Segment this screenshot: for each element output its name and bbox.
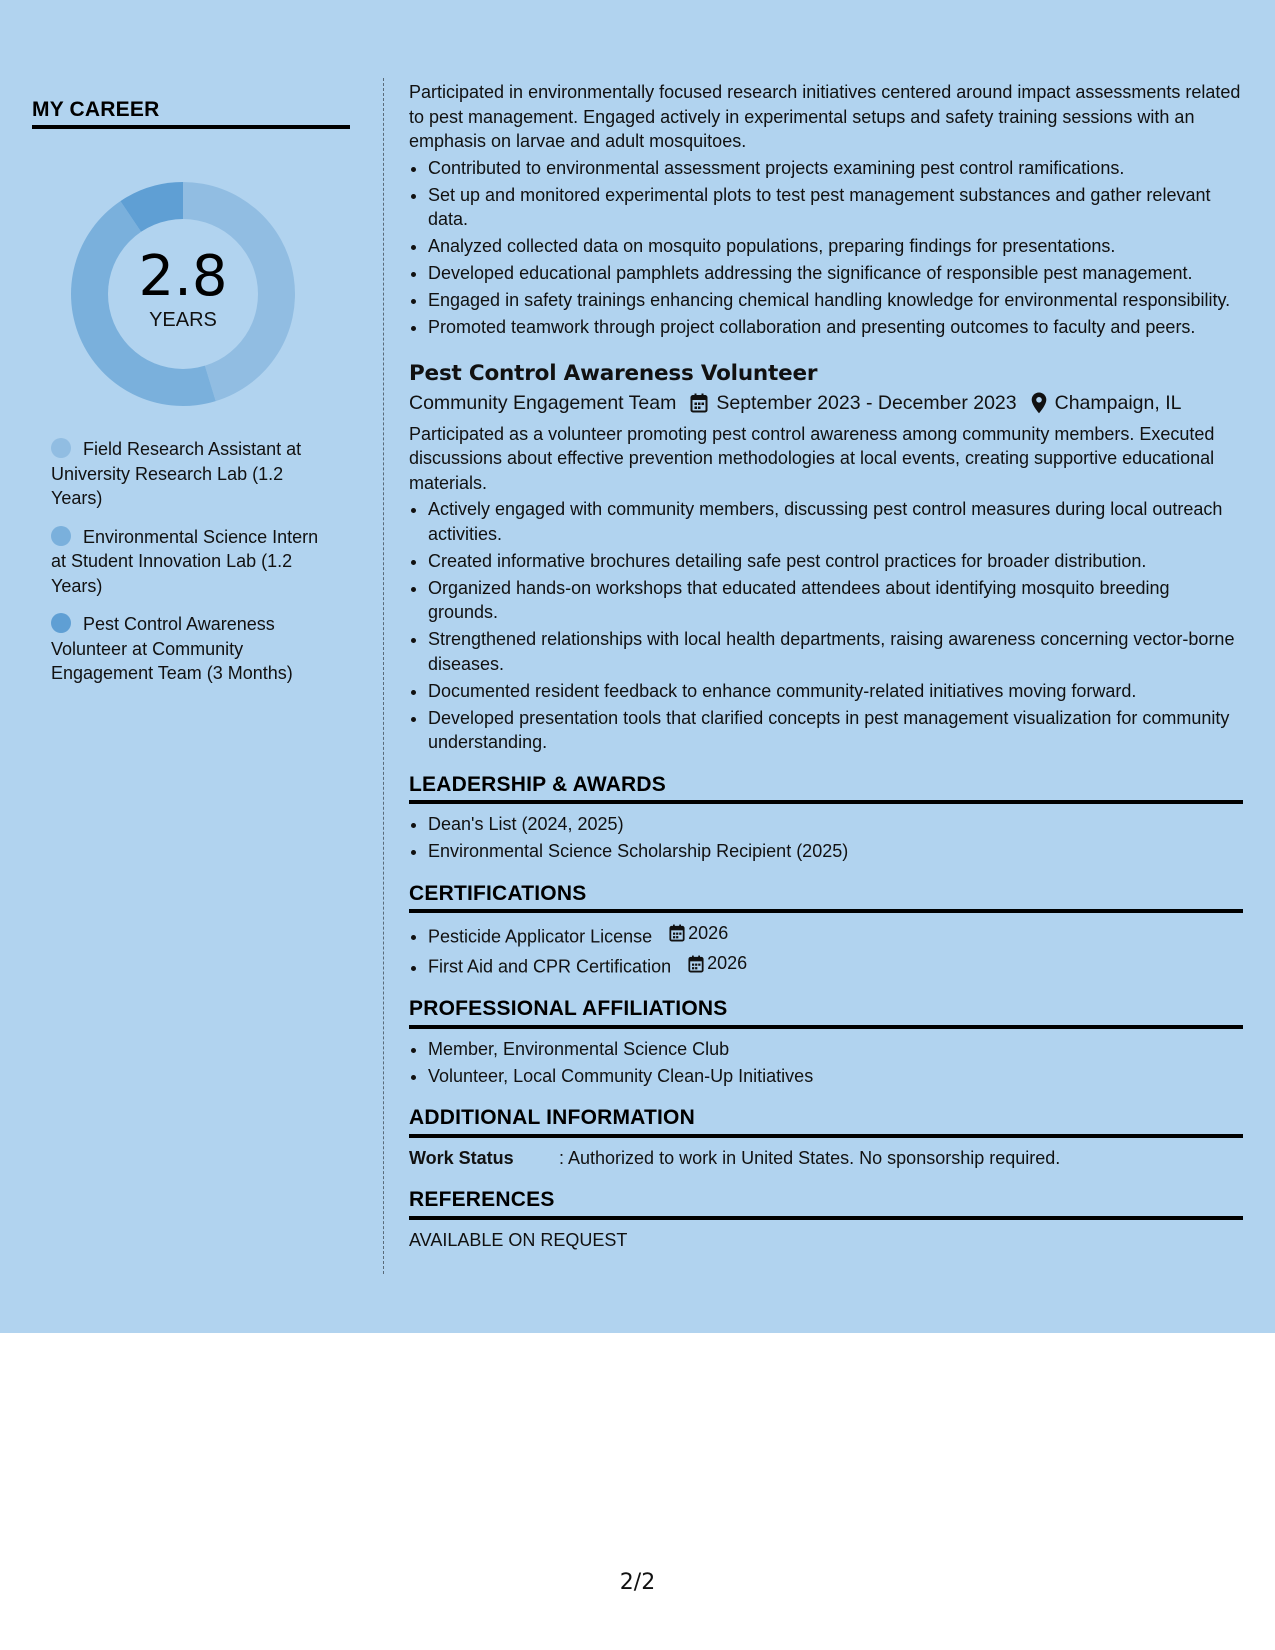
career-donut-chart xyxy=(63,174,303,414)
legend-dot xyxy=(51,613,71,633)
role-meta xyxy=(409,388,1243,418)
list-item: • Promoted teamwork through project collaboration and presenting outcomes to faculty and peers. xyxy=(428,315,1243,340)
affiliations-list xyxy=(409,1037,1243,1089)
calendar-icon xyxy=(688,955,704,973)
certification-year: 2026 xyxy=(707,953,748,974)
legend-label: Pest Control Awareness Volunteer at Community Engagement Team (3 Months) xyxy=(51,614,293,683)
legend-dot xyxy=(51,438,71,458)
calendar-icon xyxy=(690,393,708,413)
calendar-icon xyxy=(669,924,685,942)
list-item: • Analyzed collected data on mosquito populations, preparing findings for presentations. xyxy=(428,234,1243,259)
experience-bullets xyxy=(409,156,1243,340)
role-location: Champaign, IL xyxy=(1054,391,1182,414)
list-item: • Engaged in safety trainings enhancing chemical handling knowledge for environmental responsibility. xyxy=(428,288,1243,313)
career-sidebar xyxy=(32,98,352,683)
list-item xyxy=(428,921,1243,949)
certification-date xyxy=(688,951,747,976)
work-status-label: Work Status xyxy=(409,1147,514,1168)
legend-label: Environmental Science Intern at Student Innovation Lab (1.2 Years) xyxy=(51,526,319,596)
references-heading: REFERENCES xyxy=(409,1188,1243,1220)
work-status-value: : Authorized to work in United States. No sponsorship required. xyxy=(559,1147,1061,1168)
list-item: • Documented resident feedback to enhance community-related initiatives moving forward. xyxy=(428,679,1243,704)
leadership-heading: LEADERSHIP & AWARDS xyxy=(409,773,1243,805)
list-item: • Developed presentation tools that clarified concepts in pest management visualization for community understanding. xyxy=(428,706,1243,755)
list-item: • Contributed to environmental assessment projects examining pest control ramifications. xyxy=(428,156,1243,181)
role-dates: September 2023 - December 2023 xyxy=(716,391,1017,414)
legend-item xyxy=(51,612,331,686)
certifications-heading: CERTIFICATIONS xyxy=(409,882,1243,914)
list-item: • Member, Environmental Science Club xyxy=(428,1037,1243,1062)
legend-label: Field Research Assistant at University Research Lab (1.2 Years) xyxy=(51,439,302,508)
list-item: • Strengthened relationships with local health departments, raising awareness concerning vector-borne diseases. xyxy=(428,627,1243,676)
additional-info-heading: ADDITIONAL INFORMATION xyxy=(409,1106,1243,1138)
career-total-unit: YEARS xyxy=(149,309,217,331)
list-item: • Actively engaged with community members, discussing pest control measures during local outreach activities. xyxy=(428,497,1243,546)
page-number: 2/2 xyxy=(619,1570,656,1595)
column-divider xyxy=(383,78,384,1274)
legend-item xyxy=(51,525,331,599)
list-item: • Environmental Science Scholarship Recipient (2025) xyxy=(428,839,1243,864)
certification-name: Pesticide Applicator License xyxy=(428,926,653,947)
main-column xyxy=(409,80,1243,1252)
list-item: • Created informative brochures detailing safe pest control practices for broader distribution. xyxy=(428,549,1243,574)
certification-name: First Aid and CPR Certification xyxy=(428,956,672,977)
certification-date xyxy=(669,921,728,946)
list-item: • Organized hands-on workshops that educated attendees about identifying mosquito breeding grounds. xyxy=(428,576,1243,625)
leadership-list xyxy=(409,812,1243,864)
affiliations-heading: PROFESSIONAL AFFILIATIONS xyxy=(409,997,1243,1029)
list-item: • Developed educational pamphlets addressing the significance of responsible pest management. xyxy=(428,261,1243,286)
list-item xyxy=(428,951,1243,979)
location-pin-icon xyxy=(1031,392,1047,414)
role-bullets xyxy=(409,497,1243,755)
role-title: Pest Control Awareness Volunteer xyxy=(409,360,818,386)
list-item: • Dean's List (2024, 2025) xyxy=(428,812,1243,837)
certifications-list xyxy=(409,921,1243,979)
work-status-row xyxy=(409,1146,1243,1171)
list-item: • Volunteer, Local Community Clean-Up Initiatives xyxy=(428,1064,1243,1089)
certification-year: 2026 xyxy=(688,923,729,943)
legend-item xyxy=(51,437,331,511)
career-legend xyxy=(51,437,331,700)
references-text: AVAILABLE ON REQUEST xyxy=(409,1229,628,1250)
role-organization: Community Engagement Team xyxy=(409,391,677,414)
career-total-value: 2.8 xyxy=(138,244,228,309)
list-item: • Set up and monitored experimental plots to test pest management substances and gather relevant data. xyxy=(428,183,1243,232)
career-heading: MY CAREER xyxy=(32,98,350,129)
legend-dot xyxy=(51,526,71,546)
role-summary: Participated as a volunteer promoting pest control awareness among community members. Executed discussions about effective prevention methodologies at local events, creating supportive educational materials. xyxy=(409,423,1215,493)
experience-intro: Participated in environmentally focused research initiatives centered around impact assessments related to pest management. Engaged actively in experimental setups and safety training sessions with an emphasis on larvae and adult mosquitoes. xyxy=(409,82,1241,151)
